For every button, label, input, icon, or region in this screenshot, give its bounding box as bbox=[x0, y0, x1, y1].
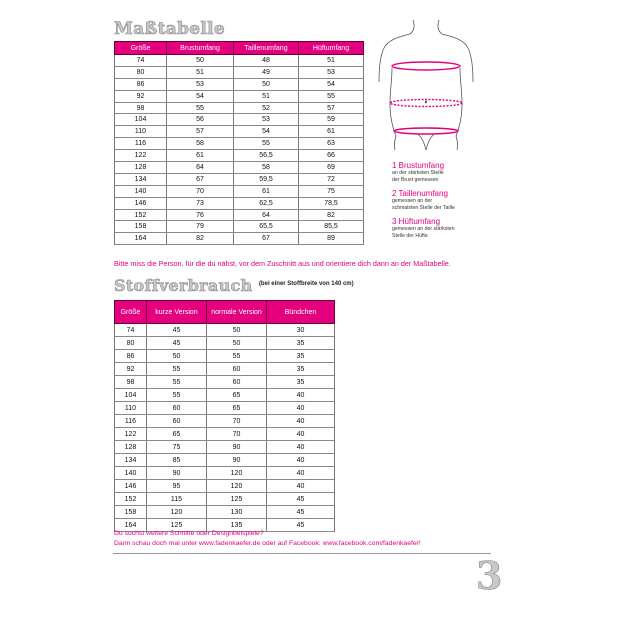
fabric-table-cell: 55 bbox=[147, 363, 207, 376]
measure-table-cell: 52 bbox=[234, 102, 299, 114]
fabric-table-cell: 35 bbox=[267, 363, 335, 376]
fabric-table-cell: 115 bbox=[147, 493, 207, 506]
fabric-table-cell: 140 bbox=[115, 467, 147, 480]
measure-table-cell: 53 bbox=[234, 114, 299, 126]
fabric-table-cell: 80 bbox=[115, 337, 147, 350]
fabric-table-cell: 45 bbox=[267, 493, 335, 506]
fabric-table-cell: 90 bbox=[207, 454, 267, 467]
measure-table-row bbox=[115, 102, 364, 114]
fabric-table-cell: 45 bbox=[267, 519, 335, 532]
fabric-table-cell: 70 bbox=[207, 415, 267, 428]
measure-table-cell: 80 bbox=[115, 66, 167, 78]
fabric-table-cell: 45 bbox=[147, 324, 207, 337]
measure-table-cell: 140 bbox=[115, 185, 167, 197]
measure-table-cell: 64 bbox=[234, 209, 299, 221]
fabric-table-cell: 45 bbox=[147, 337, 207, 350]
fabric-table-cell: 55 bbox=[147, 376, 207, 389]
fabric-table-cell: 158 bbox=[115, 506, 147, 519]
measure-table-cell: 65,5 bbox=[234, 221, 299, 233]
measure-table-cell: 58 bbox=[234, 162, 299, 174]
fabric-table-cell: 122 bbox=[115, 428, 147, 441]
fabric-table-cell: 95 bbox=[147, 480, 207, 493]
fabric-table-cell: 128 bbox=[115, 441, 147, 454]
legend-item-2 bbox=[392, 189, 502, 212]
fabric-table-cell: 35 bbox=[267, 337, 335, 350]
fabric-table-title: Stoffverbrauch bbox=[114, 276, 253, 295]
measure-table-cell: 76 bbox=[167, 209, 234, 221]
fabric-table-row bbox=[115, 441, 335, 454]
measure-table-cell: 158 bbox=[115, 221, 167, 233]
fabric-table-cell: 98 bbox=[115, 376, 147, 389]
fabric-table-cell: 120 bbox=[147, 506, 207, 519]
fabric-table-row bbox=[115, 454, 335, 467]
measure-table-cell: 57 bbox=[299, 102, 364, 114]
fabric-table-row bbox=[115, 376, 335, 389]
body-outline-figure bbox=[370, 18, 482, 150]
measure-table-cell: 110 bbox=[115, 126, 167, 138]
measure-table-cell: 53 bbox=[167, 78, 234, 90]
measure-table-cell: 55 bbox=[234, 138, 299, 150]
measure-table-cell: 66 bbox=[299, 150, 364, 162]
fabric-table-cell: 86 bbox=[115, 350, 147, 363]
fabric-table-cell: 104 bbox=[115, 389, 147, 402]
legend-item-1 bbox=[392, 161, 502, 184]
measure-table-cell: 51 bbox=[234, 90, 299, 102]
measure-table-header: Taillenumfang bbox=[234, 42, 299, 55]
fabric-table-row bbox=[115, 415, 335, 428]
measure-table-row bbox=[115, 185, 364, 197]
measure-table-row bbox=[115, 209, 364, 221]
measure-table-cell: 104 bbox=[115, 114, 167, 126]
measure-table-cell: 73 bbox=[167, 197, 234, 209]
fabric-table-row bbox=[115, 389, 335, 402]
fabric-table-cell: 130 bbox=[207, 506, 267, 519]
fabric-table-cell: 40 bbox=[267, 467, 335, 480]
fabric-table-cell: 92 bbox=[115, 363, 147, 376]
fabric-table-row bbox=[115, 467, 335, 480]
footer-divider bbox=[113, 553, 491, 554]
fabric-table-cell: 120 bbox=[207, 467, 267, 480]
measure-table-cell: 89 bbox=[299, 233, 364, 245]
measure-table-cell: 85,5 bbox=[299, 221, 364, 233]
measure-table-cell: 116 bbox=[115, 138, 167, 150]
measure-table-cell: 59 bbox=[299, 114, 364, 126]
measure-table-cell: 56 bbox=[167, 114, 234, 126]
measure-table-cell: 57 bbox=[167, 126, 234, 138]
measure-table-cell: 55 bbox=[299, 90, 364, 102]
measure-table-cell: 63 bbox=[299, 138, 364, 150]
measure-table-row bbox=[115, 126, 364, 138]
fabric-table-cell: 35 bbox=[267, 376, 335, 389]
fabric-table-cell: 164 bbox=[115, 519, 147, 532]
measure-table-header: Brustumfang bbox=[167, 42, 234, 55]
fabric-title-note: (bei einer Stoffbreite von 140 cm) bbox=[258, 281, 354, 287]
fabric-table-cell: 65 bbox=[147, 428, 207, 441]
measure-table-cell: 82 bbox=[167, 233, 234, 245]
legend-item-3 bbox=[392, 217, 502, 240]
measure-table-cell: 62,5 bbox=[234, 197, 299, 209]
measure-table-cell: 54 bbox=[167, 90, 234, 102]
measure-table-cell: 49 bbox=[234, 66, 299, 78]
measure-table-cell: 78,5 bbox=[299, 197, 364, 209]
measure-table-row bbox=[115, 55, 364, 67]
legend-title: 1 Brustumfang bbox=[392, 161, 445, 170]
measure-table-cell: 51 bbox=[299, 55, 364, 67]
fabric-table-cell: 40 bbox=[267, 480, 335, 493]
measure-table-header: Hüftumfang bbox=[299, 42, 364, 55]
measure-table-cell: 58 bbox=[167, 138, 234, 150]
measure-table bbox=[114, 41, 364, 245]
fabric-table-cell: 40 bbox=[267, 402, 335, 415]
fabric-table-cell: 50 bbox=[207, 324, 267, 337]
measure-table-header: Größe bbox=[115, 42, 167, 55]
fabric-table-cell: 110 bbox=[115, 402, 147, 415]
measure-table-title: Maßtabelle bbox=[114, 19, 226, 39]
measure-table-cell: 79 bbox=[167, 221, 234, 233]
measurement-legend bbox=[392, 161, 502, 240]
page-number: 3 bbox=[476, 553, 503, 598]
measure-table-cell: 55 bbox=[167, 102, 234, 114]
measure-table-cell: 61 bbox=[167, 150, 234, 162]
fabric-table-row bbox=[115, 337, 335, 350]
measure-table-cell: 69 bbox=[299, 162, 364, 174]
measure-table-cell: 59,5 bbox=[234, 173, 299, 185]
measure-table-cell: 152 bbox=[115, 209, 167, 221]
measure-table-cell: 82 bbox=[299, 209, 364, 221]
measure-table-cell: 61 bbox=[234, 185, 299, 197]
fabric-table-cell: 40 bbox=[267, 454, 335, 467]
fabric-table-cell: 90 bbox=[147, 467, 207, 480]
fabric-table-cell: 134 bbox=[115, 454, 147, 467]
measure-table-row bbox=[115, 78, 364, 90]
fabric-table-header: Bündchen bbox=[267, 301, 335, 324]
fabric-table-cell: 55 bbox=[147, 389, 207, 402]
measure-table-row bbox=[115, 233, 364, 245]
fabric-table-cell: 40 bbox=[267, 441, 335, 454]
fabric-table-cell: 135 bbox=[207, 519, 267, 532]
fabric-table-cell: 90 bbox=[207, 441, 267, 454]
fabric-table-cell: 60 bbox=[207, 363, 267, 376]
measure-table-cell: 74 bbox=[115, 55, 167, 67]
measure-table-cell: 53 bbox=[299, 66, 364, 78]
measure-table-cell: 146 bbox=[115, 197, 167, 209]
fabric-table-cell: 125 bbox=[147, 519, 207, 532]
measure-table-cell: 98 bbox=[115, 102, 167, 114]
legend-desc: schmalsten Stelle der Taille bbox=[392, 205, 455, 211]
measure-table-cell: 70 bbox=[167, 185, 234, 197]
fabric-title-row bbox=[114, 276, 354, 296]
fabric-table-cell: 74 bbox=[115, 324, 147, 337]
fabric-table-cell: 50 bbox=[147, 350, 207, 363]
measure-table-row bbox=[115, 221, 364, 233]
legend-title: 2 Taillenumfang bbox=[392, 189, 448, 198]
fabric-table-row bbox=[115, 363, 335, 376]
measure-table-cell: 72 bbox=[299, 173, 364, 185]
measure-table-row bbox=[115, 90, 364, 102]
fabric-table bbox=[114, 300, 335, 532]
fabric-table-row bbox=[115, 350, 335, 363]
fabric-table-cell: 75 bbox=[147, 441, 207, 454]
fabric-table-cell: 50 bbox=[207, 337, 267, 350]
legend-desc: gemessen an der stärksten bbox=[392, 226, 455, 232]
measure-table-cell: 54 bbox=[234, 126, 299, 138]
fabric-table-cell: 40 bbox=[267, 428, 335, 441]
measure-table-cell: 48 bbox=[234, 55, 299, 67]
measure-table-cell: 56,5 bbox=[234, 150, 299, 162]
measure-note: Bitte miss die Person, für die du nähst, vor dem Zuschnitt aus und orientiere dich dann an der Maßtabelle. bbox=[114, 259, 451, 268]
fabric-table-cell: 152 bbox=[115, 493, 147, 506]
fabric-table-row bbox=[115, 506, 335, 519]
legend-title: 3 Hüftumfang bbox=[392, 217, 441, 226]
fabric-table-row bbox=[115, 324, 335, 337]
measure-table-cell: 128 bbox=[115, 162, 167, 174]
legend-desc: Stelle der Hüfte bbox=[392, 233, 428, 239]
legend-desc: an der stärksten Stelle bbox=[392, 170, 444, 176]
measure-table-cell: 134 bbox=[115, 173, 167, 185]
measure-table-cell: 64 bbox=[167, 162, 234, 174]
fabric-table-header: normale Version bbox=[207, 301, 267, 324]
fabric-table-row bbox=[115, 402, 335, 415]
measure-table-cell: 61 bbox=[299, 126, 364, 138]
footer-line-1: Du suchst weitere Schnitte oder Designbeispiele? bbox=[114, 530, 264, 537]
fabric-table-header: kurze Version bbox=[147, 301, 207, 324]
legend-desc: der Brust gemessen bbox=[392, 177, 439, 183]
fabric-table-row bbox=[115, 493, 335, 506]
measure-table-row bbox=[115, 114, 364, 126]
fabric-table-cell: 35 bbox=[267, 350, 335, 363]
fabric-table-cell: 116 bbox=[115, 415, 147, 428]
fabric-table-cell: 60 bbox=[147, 415, 207, 428]
measure-table-row bbox=[115, 66, 364, 78]
legend-desc: gemessen an der bbox=[392, 198, 433, 204]
fabric-table-cell: 30 bbox=[267, 324, 335, 337]
fabric-table-row bbox=[115, 428, 335, 441]
fabric-table-cell: 125 bbox=[207, 493, 267, 506]
measure-table-cell: 67 bbox=[167, 173, 234, 185]
fabric-table-cell: 70 bbox=[207, 428, 267, 441]
fabric-table-cell: 60 bbox=[147, 402, 207, 415]
measure-table-row bbox=[115, 162, 364, 174]
measure-table-cell: 92 bbox=[115, 90, 167, 102]
measure-table-row bbox=[115, 138, 364, 150]
fabric-table-cell: 146 bbox=[115, 480, 147, 493]
fabric-table-header: Größe bbox=[115, 301, 147, 324]
measure-table-cell: 51 bbox=[167, 66, 234, 78]
fabric-table-cell: 40 bbox=[267, 389, 335, 402]
fabric-table-cell: 65 bbox=[207, 389, 267, 402]
measure-table-cell: 75 bbox=[299, 185, 364, 197]
measure-table-row bbox=[115, 173, 364, 185]
measure-table-cell: 164 bbox=[115, 233, 167, 245]
measure-table-cell: 86 bbox=[115, 78, 167, 90]
measure-table-row bbox=[115, 150, 364, 162]
fabric-table-row bbox=[115, 480, 335, 493]
fabric-table-cell: 55 bbox=[207, 350, 267, 363]
measure-table-cell: 54 bbox=[299, 78, 364, 90]
measure-table-cell: 50 bbox=[234, 78, 299, 90]
measure-table-row bbox=[115, 197, 364, 209]
fabric-table-cell: 60 bbox=[207, 376, 267, 389]
measure-table-cell: 67 bbox=[234, 233, 299, 245]
fabric-table-cell: 85 bbox=[147, 454, 207, 467]
measure-table-cell: 50 bbox=[167, 55, 234, 67]
footer-line-2: Dann schau doch mal unter www.fadenkaefer.de oder auf Facebook: www.facebook.com/fadenkaefer! bbox=[114, 540, 421, 547]
fabric-table-cell: 40 bbox=[267, 415, 335, 428]
measure-table-cell: 122 bbox=[115, 150, 167, 162]
fabric-table-cell: 65 bbox=[207, 402, 267, 415]
fabric-table-cell: 120 bbox=[207, 480, 267, 493]
fabric-table-cell: 45 bbox=[267, 506, 335, 519]
